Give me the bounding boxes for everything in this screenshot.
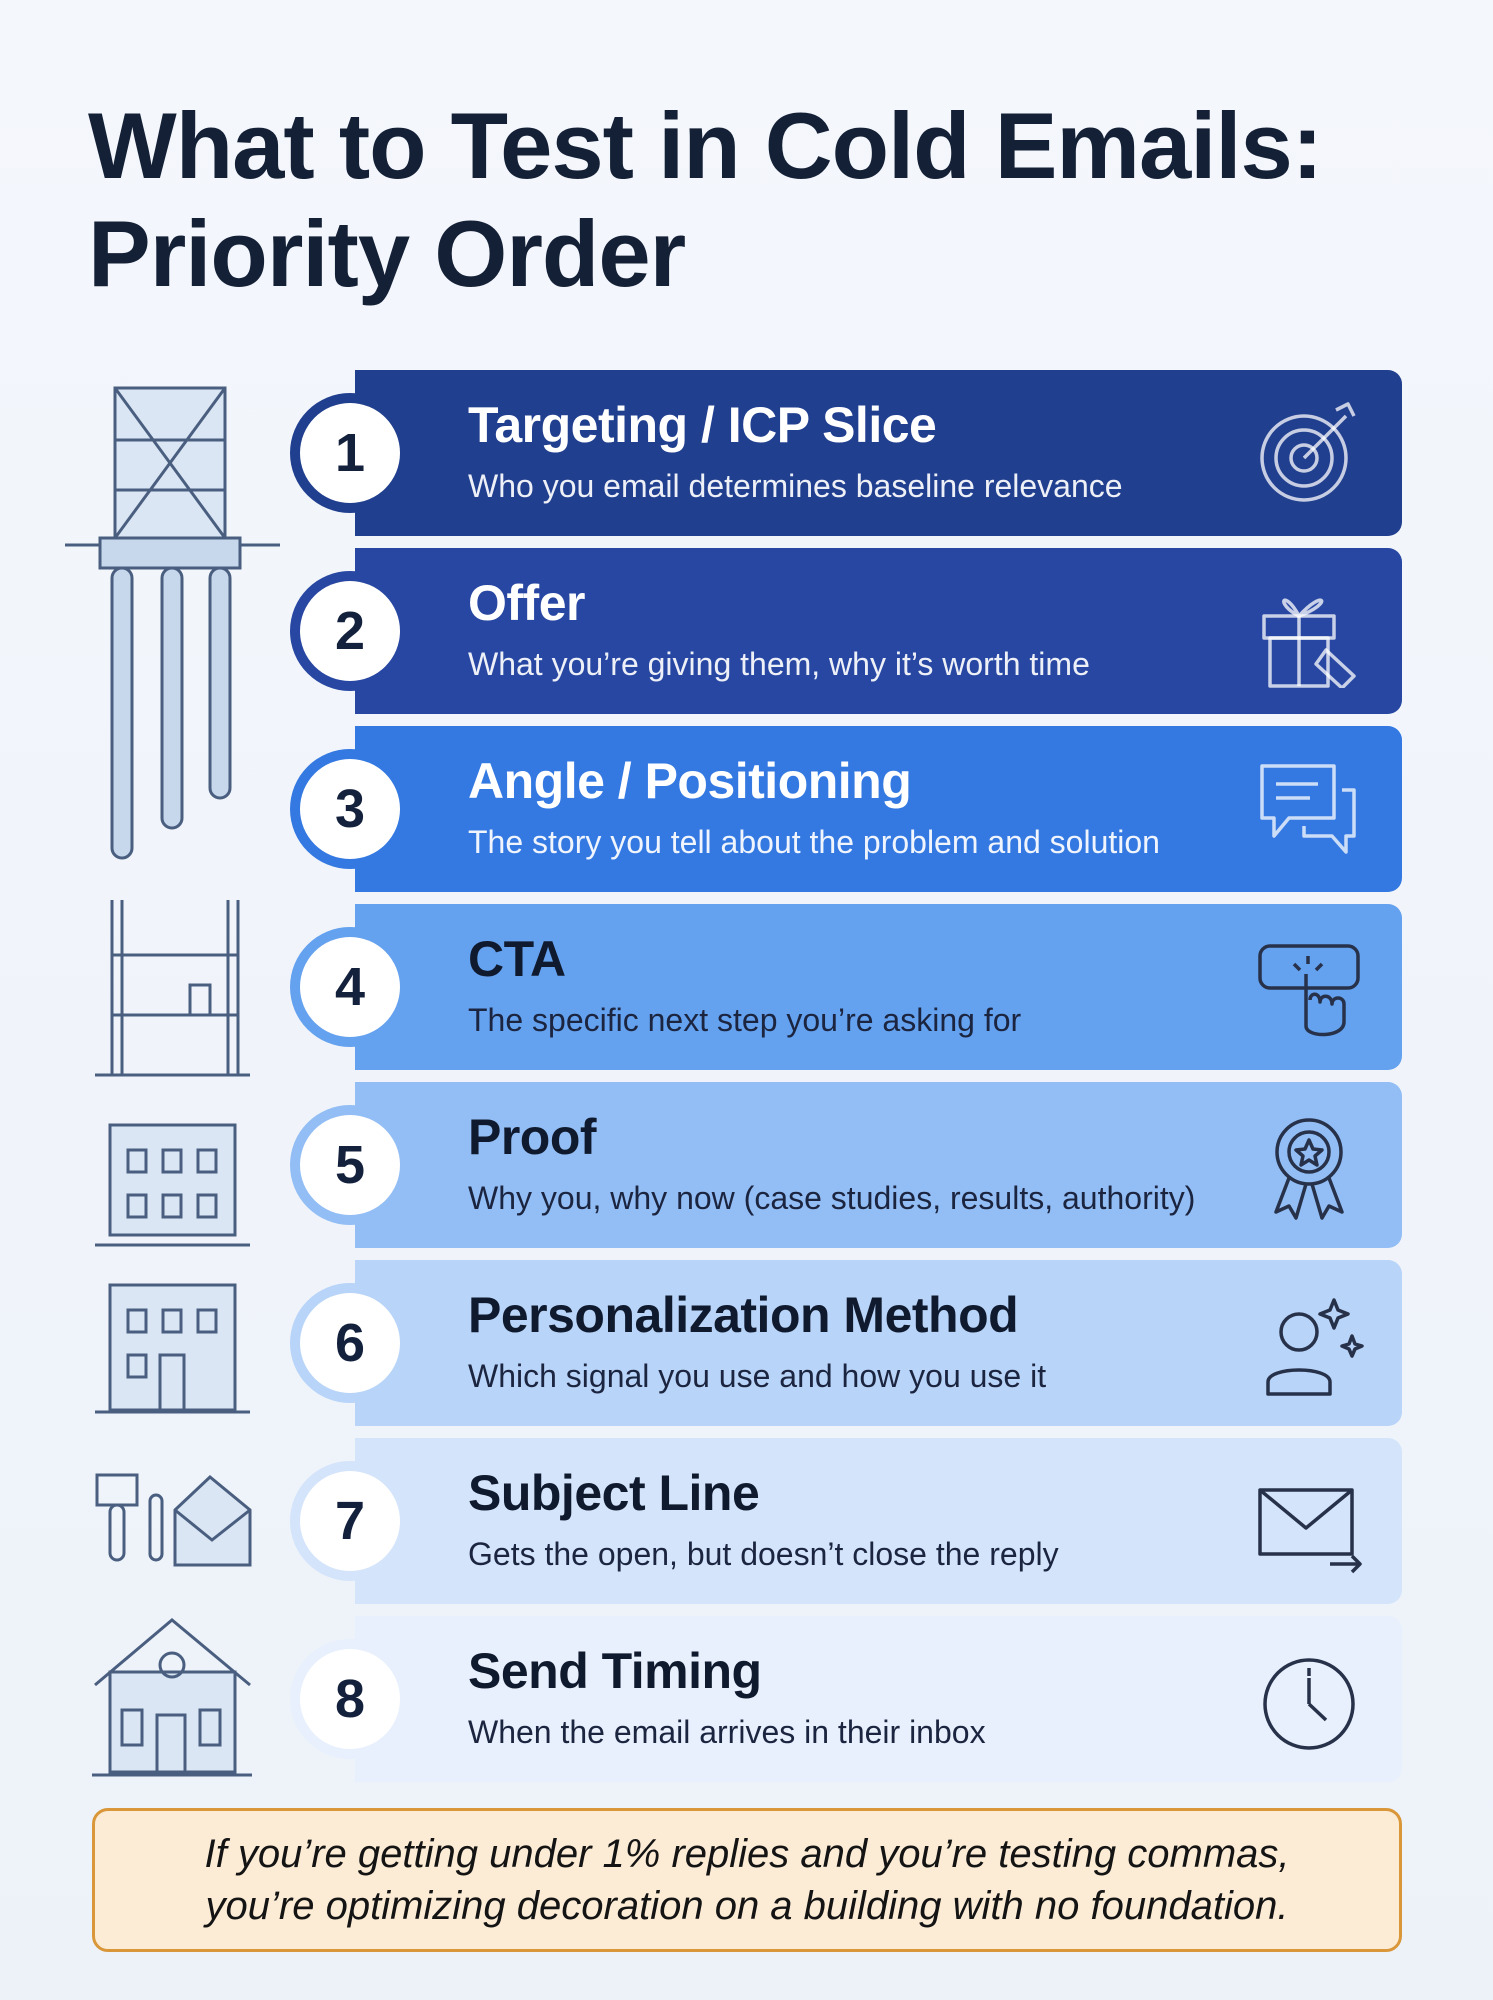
title-line-2: Priority Order: [88, 201, 686, 306]
priority-item-2: [290, 548, 1402, 714]
house-icon: [60, 1610, 260, 1780]
page-title: [88, 92, 1322, 308]
item-description: When the email arrives in their inbox: [468, 1714, 986, 1750]
clock-icon: [1254, 1646, 1364, 1756]
item-number: 3: [300, 759, 400, 859]
priority-item-5: [290, 1082, 1402, 1248]
number-badge: [290, 1283, 410, 1403]
priority-item-4: [290, 904, 1402, 1070]
foundation-pillars-icon: [60, 380, 290, 880]
item-number: 2: [300, 581, 400, 681]
number-badge: [290, 1461, 410, 1581]
number-badge: [290, 571, 410, 691]
item-description: Who you email determines baseline relevance: [468, 468, 1123, 504]
item-description: The specific next step you’re asking for: [468, 1002, 1022, 1038]
callout-line-1: If you’re getting under 1% replies and you’re testing commas,: [204, 1832, 1290, 1876]
item-number: 5: [300, 1115, 400, 1215]
title-line-1: What to Test in Cold Emails:: [88, 93, 1323, 198]
priority-item-3: [290, 726, 1402, 892]
click-icon: [1254, 934, 1364, 1044]
scaffolding-icon: [60, 895, 260, 1085]
number-badge: [290, 393, 410, 513]
item-title: Send Timing: [468, 1643, 762, 1699]
item-title: Proof: [468, 1109, 597, 1165]
item-title: Personalization Method: [468, 1287, 1019, 1343]
item-title: Targeting / ICP Slice: [468, 397, 937, 453]
number-badge: [290, 927, 410, 1047]
priority-item-7: [290, 1438, 1402, 1604]
gift-icon: [1254, 578, 1364, 688]
number-badge: [290, 1639, 410, 1759]
number-badge: [290, 1105, 410, 1225]
priority-item-6: [290, 1260, 1402, 1426]
item-number: 4: [300, 937, 400, 1037]
item-description: Gets the open, but doesn’t close the reply: [468, 1536, 1059, 1572]
item-description: Why you, why now (case studies, results, authority): [468, 1180, 1196, 1216]
item-description: The story you tell about the problem and solution: [468, 824, 1160, 860]
user-sparkle-icon: [1254, 1290, 1364, 1400]
paint-tools-envelope-icon: [60, 1465, 260, 1575]
item-title: Subject Line: [468, 1465, 760, 1521]
building-shell-icon: [60, 1110, 260, 1250]
item-description: Which signal you use and how you use it: [468, 1358, 1047, 1394]
award-icon: [1254, 1112, 1364, 1222]
item-number: 8: [300, 1649, 400, 1749]
item-number: 7: [300, 1471, 400, 1571]
item-number: 1: [300, 403, 400, 503]
finished-building-icon: [60, 1280, 260, 1420]
item-description: What you’re giving them, why it’s worth time: [468, 646, 1090, 682]
callout-line-2: you’re optimizing decoration on a building with no foundation.: [205, 1884, 1289, 1928]
target-icon: [1254, 400, 1364, 510]
item-title: Offer: [468, 575, 585, 631]
envelope-icon: [1254, 1468, 1364, 1578]
chat-icon: [1254, 756, 1364, 866]
item-title: Angle / Positioning: [468, 753, 912, 809]
callout-box: [92, 1808, 1402, 1952]
item-title: CTA: [468, 931, 566, 987]
priority-item-1: [290, 370, 1402, 536]
item-number: 6: [300, 1293, 400, 1393]
priority-item-8: [290, 1616, 1402, 1782]
number-badge: [290, 749, 410, 869]
